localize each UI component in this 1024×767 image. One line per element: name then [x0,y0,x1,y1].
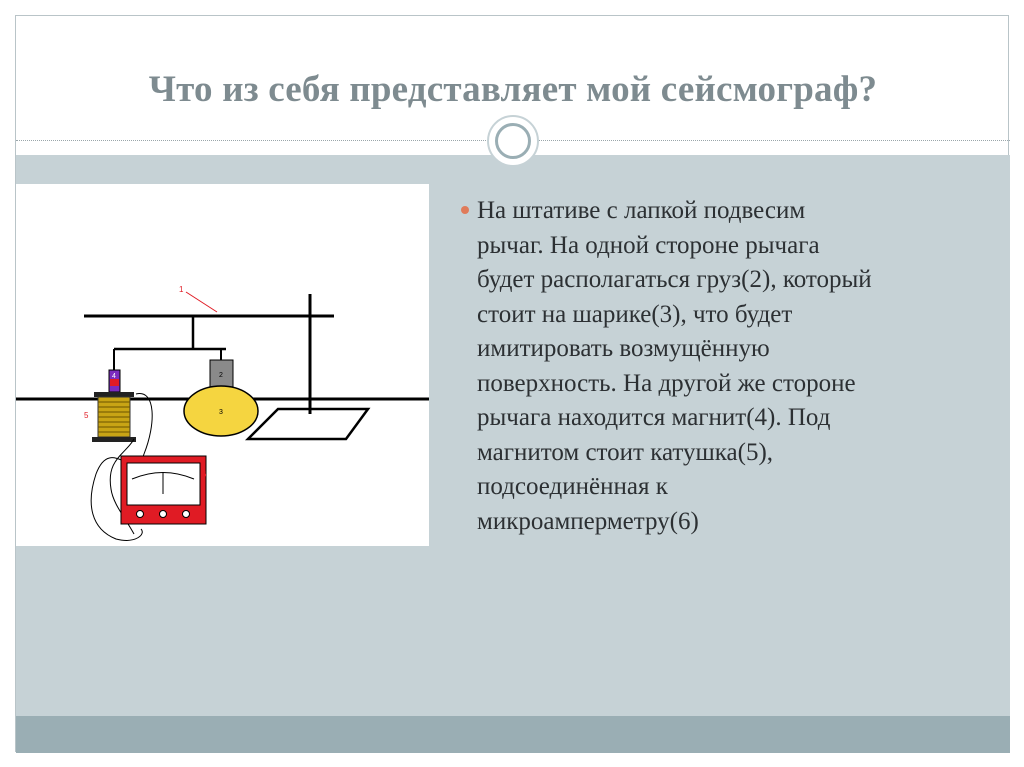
stand-base [248,409,368,439]
slide [15,15,1009,752]
seismograph-diagram [16,184,429,546]
diagram-svg [16,184,429,546]
ball-label: 3 [219,409,223,416]
description-block [461,194,981,539]
weight-label: 2 [219,372,223,379]
coil-top-plate [94,392,134,397]
meter-terminal-1 [137,511,144,518]
circle-ornament-icon [487,115,539,167]
slide-title: Что из себя представляет мой сейсмограф? [148,69,878,110]
coil-bottom-plate [92,437,136,442]
lever-label: 1 [179,285,184,294]
coil-label: 5 [84,411,89,420]
bullet-icon [461,206,469,214]
description-text: На штативе с лапкой подвесим рычаг. На одной стороне рычага будет располагаться груз(2), который стоит на шарике(3), что будет имитировать возмущённую поверхность. На другой же стороне рычага находится магнит(4). Под магнитом стоит катушка(5), подсоединённая к микроамперметру(6) [477,197,872,535]
footer-band [16,716,1010,753]
meter-terminal-2 [160,511,167,518]
lever-label-pointer [186,292,217,312]
meter-terminal-3 [183,511,190,518]
circle-ornament-inner [495,123,531,159]
magnet-label: 4 [112,373,116,380]
magnet-pole [110,379,119,386]
meter-label: 6 [202,470,207,479]
